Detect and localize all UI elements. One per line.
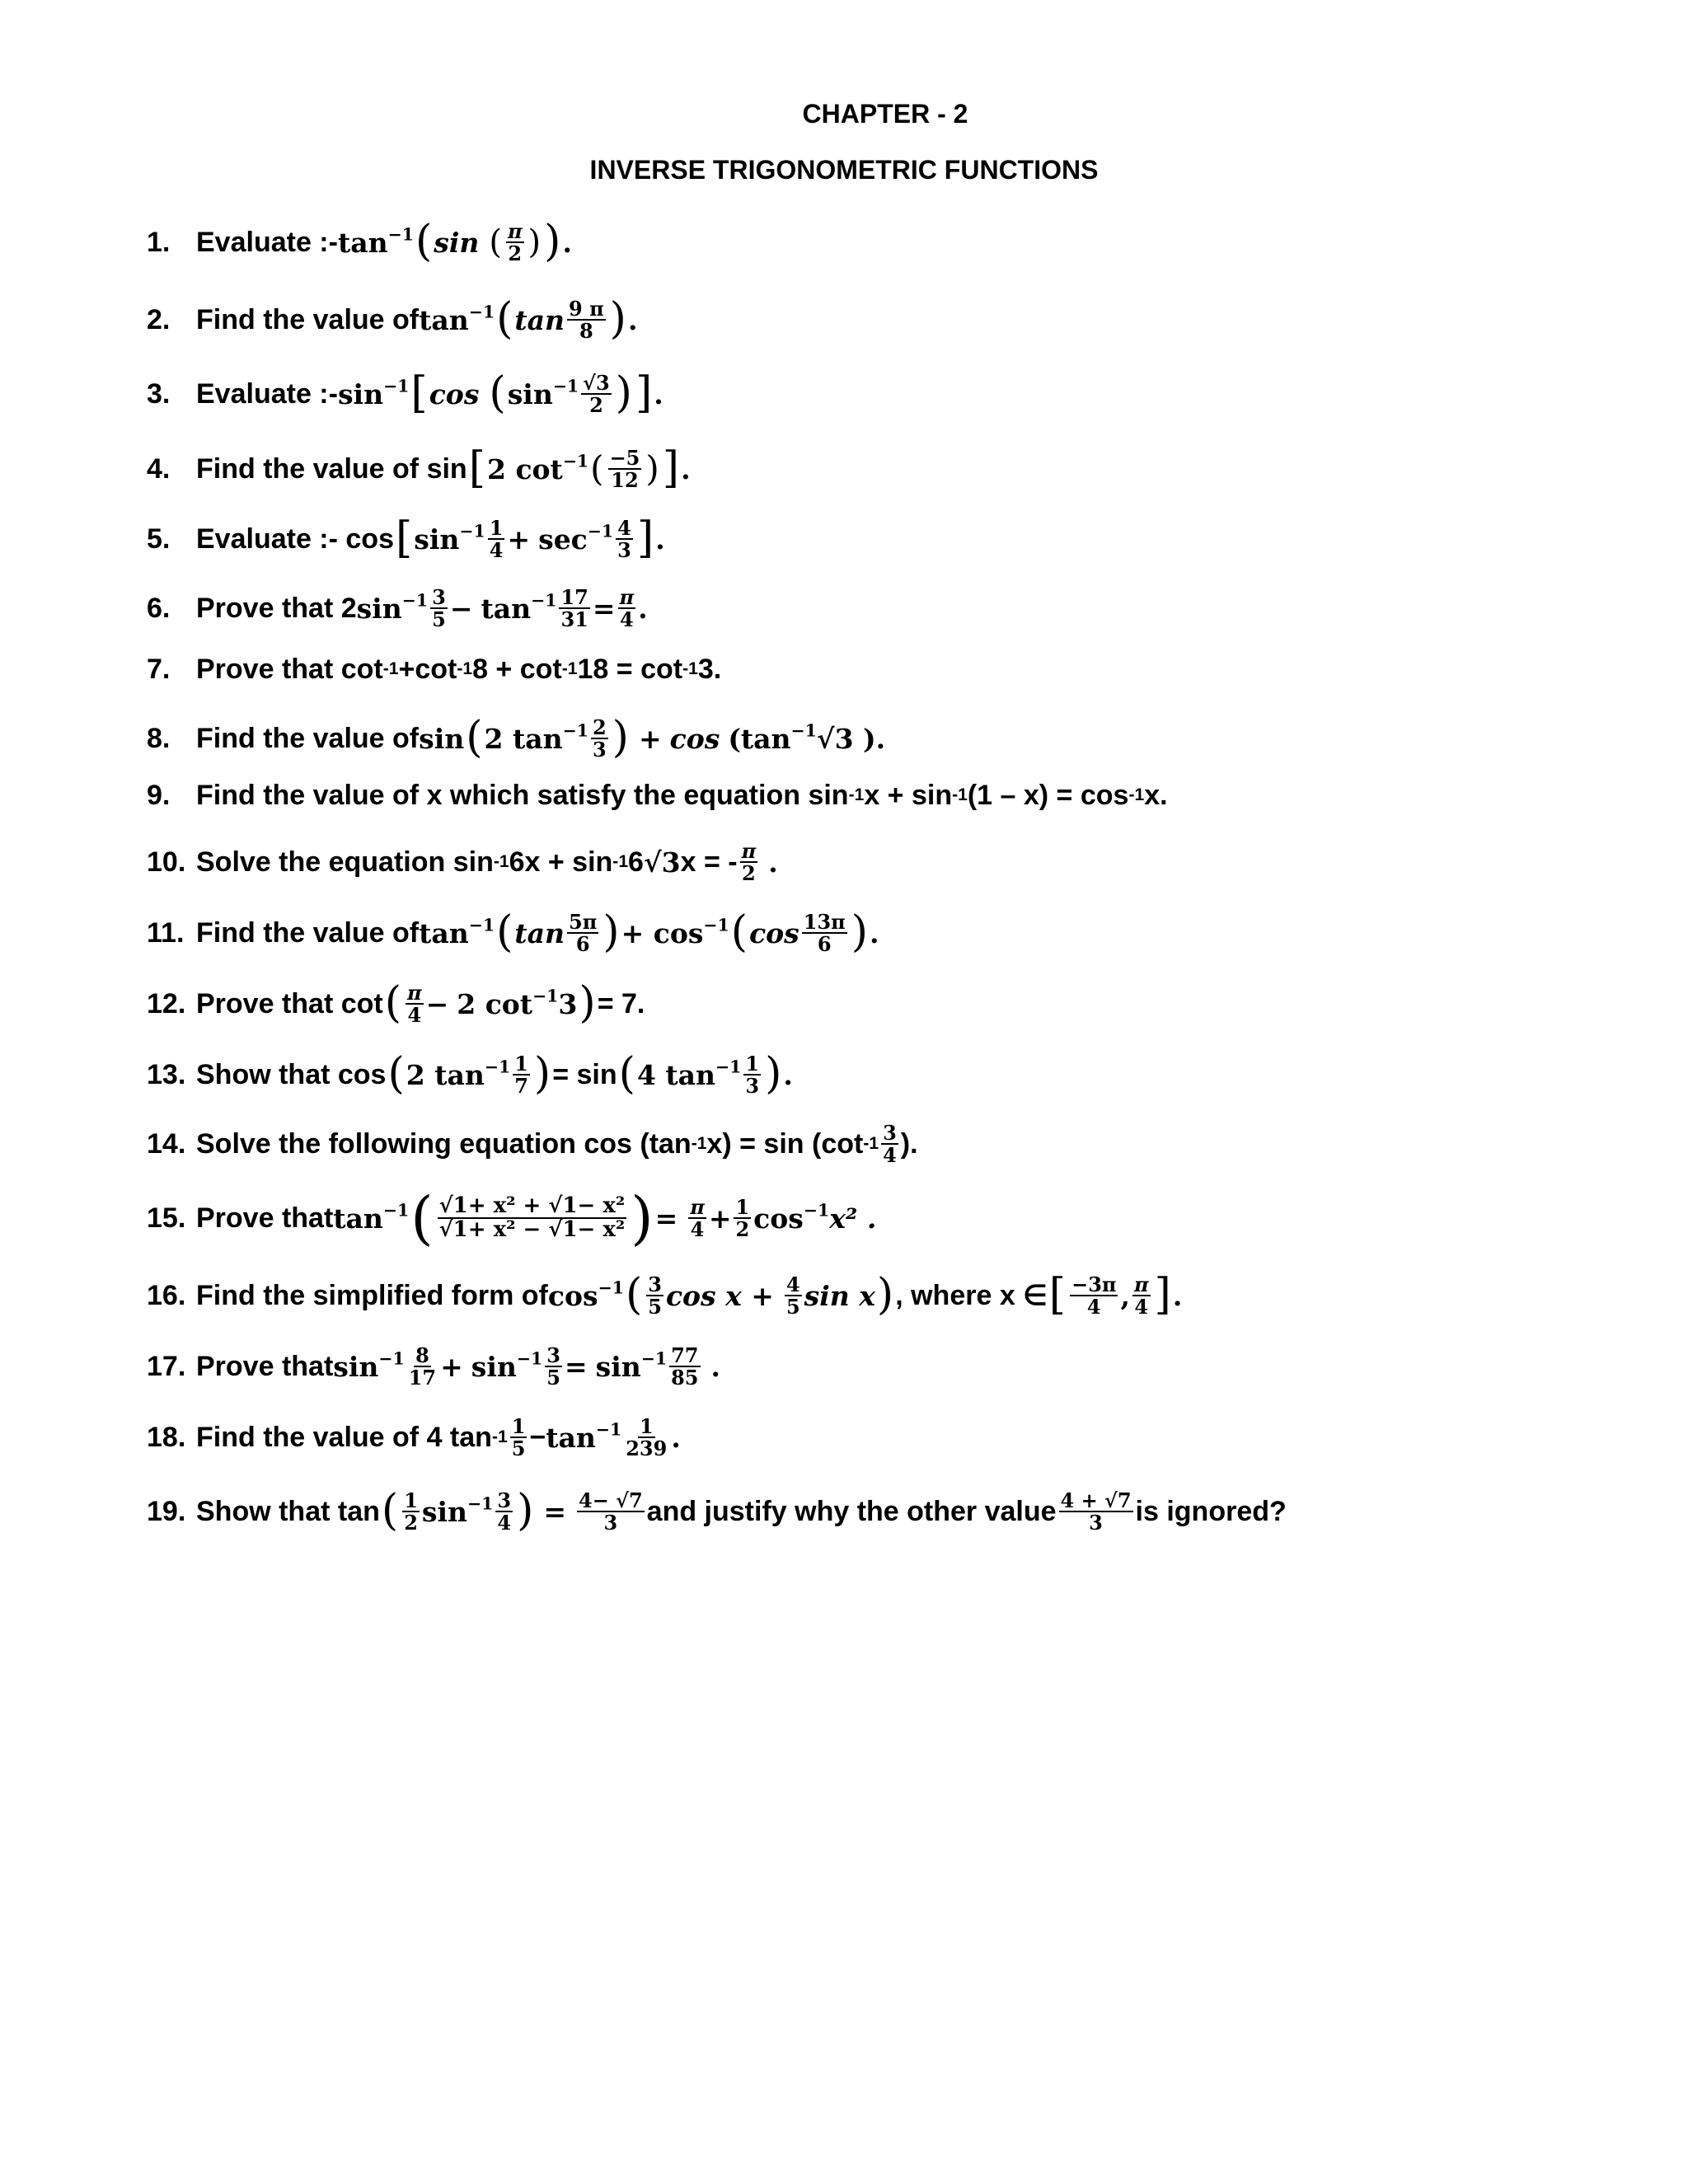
question-4: 4. Find the value of sin [ 2 $\cot^{-1}$ ( −5 12 ) ] . — [147, 443, 691, 494]
question-6: 6. Prove that 2 $\sin^{-1}$ 3 5 − $\tan^{-1}$ $\frac{17}{31}$ = $\frac{\pi}{4}$ . — [147, 585, 648, 632]
question-14: 14. Solve the following equation cos (tan -1 x) = sin (cot -1 3 4 ). — [147, 1121, 918, 1168]
question-17: 17. Prove that $\sin^{-1}$ 8 17 + $\sin^{-1}$ $\frac{3}{5}$ = $\sin^{-1}$ 77 85 . — [147, 1343, 720, 1390]
question-9: 9. Find the value of x which satisfy the equation sin -1 x + sin -1 (1 – x) = cos -1 x. — [147, 780, 1168, 811]
page-title: INVERSE TRIGONOMETRIC FUNCTIONS — [589, 155, 1099, 185]
question-3: 3. Evaluate :- $\sin^{-1}$ [ cos ( $\sin^{-1}$ √3 2 ) ] . — [147, 368, 663, 419]
question-5: 5. Evaluate :- cos [ $\sin^{-1}$ 1 4 + $\sec^{-1}$ 4 3 ] . — [147, 513, 665, 564]
question-16: 16. Find the simplified form of $\cos^{-1}$ ( 3 5 cos x + 4 5 sin x ) , where x ∈ [ −3π 4 , π 4 ] . — [147, 1270, 1183, 1320]
question-15: 15. Prove that $\tan^{-1}$ ( √1+ x² + √1− x² √1+ x² − √1− x² ) = π 4 + $\frac{1}{2}$ $\cos^{-1}$ x² . — [147, 1184, 877, 1253]
question-7: 7. Prove that cot -1 +cot -1 8 + cot -1 18 = cot -1 3. — [147, 654, 722, 685]
question-18: 18. Find the value of 4 tan -1 1 5 − $\tan^{-1}$ 1 239 . — [147, 1414, 681, 1461]
question-1: 1. Evaluate :- $\tan^{-1}$ ( sin ( π 2 ) ) . — [147, 217, 572, 267]
chapter-heading: CHAPTER - 2 — [802, 99, 968, 129]
question-19: 19. Show that tan ( 1 2 $\sin^{-1}$ 3 4 ) = 4− √7 3 and justify why the other value 4 + √7 3 is ignored? — [147, 1486, 1287, 1536]
question-13: 13. Show that cos ( 2 $\tan^{-1}$ 1 7 ) = sin ( 4 $\tan^{-1}$ 1 3 ) . — [147, 1049, 793, 1099]
question-2: 2. Find the value of $\tan^{-1}$ ( tan 9 π 8 ) . — [147, 294, 638, 344]
question-11: 11. Find the value of $\tan^{-1}$ ( tan 5π 6 ) + $\cos^{-1}$ ( cos 13π 6 ) . — [147, 907, 879, 958]
question-10: 10. Solve the equation sin -1 6x + sin -1 6 √3 x = - π 2 . — [147, 839, 778, 886]
question-8: 8. Find the value of sin ( 2 $\tan^{-1}$ 2 3 ) + cos ($\tan^{-1}$ √3 ). — [147, 713, 886, 763]
question-12: 12. Prove that cot ( π 4 − 2 $\cot^{-1}3$ ) = 7. — [147, 978, 645, 1029]
